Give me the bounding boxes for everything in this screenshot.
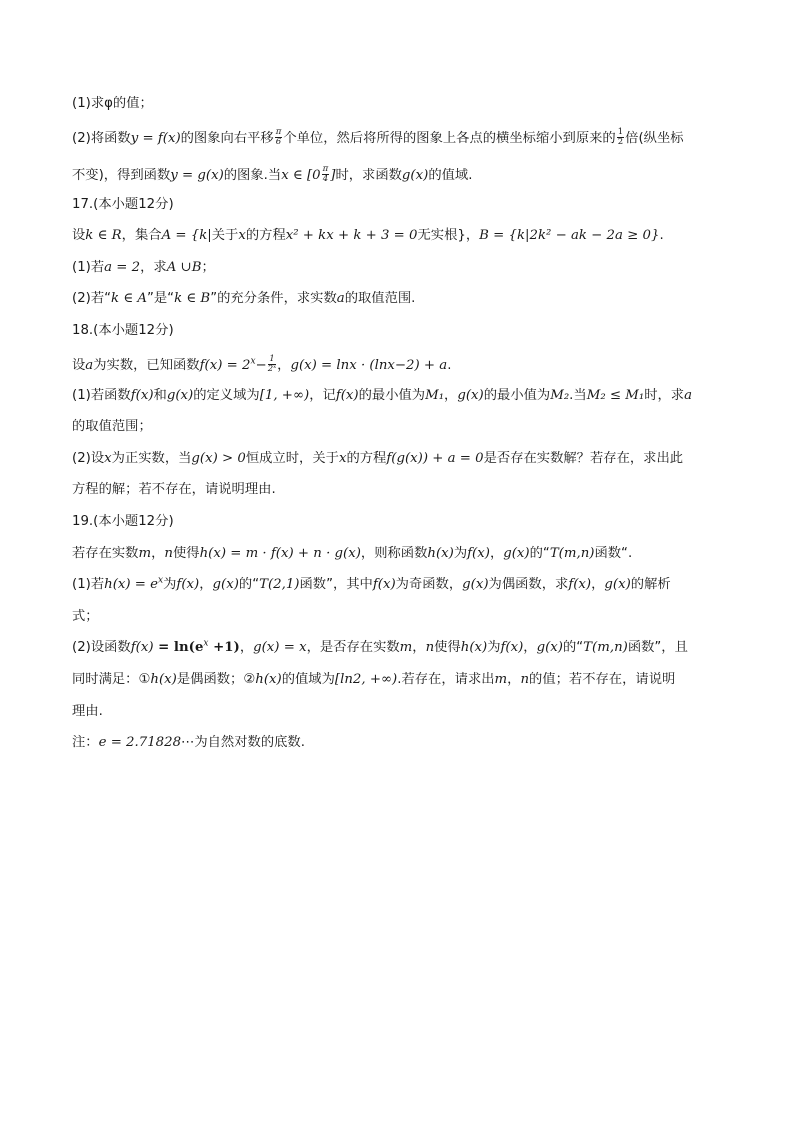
- text: 不变)，得到函数: [72, 167, 171, 183]
- text: 函数”，且: [627, 640, 688, 656]
- text: 注：: [72, 735, 99, 751]
- denominator: 2ˣ: [267, 364, 277, 375]
- math-set-a: A = {k|: [161, 228, 212, 244]
- text: 的方程: [346, 450, 387, 466]
- denominator: 2: [617, 137, 624, 148]
- math: A ∪B: [166, 259, 202, 275]
- text: 若: [90, 577, 105, 593]
- math-interval: x ∈ [0: [281, 167, 321, 183]
- note: [72, 733, 732, 753]
- math-range: [ln2, +∞): [334, 671, 398, 687]
- text: 函数“.: [594, 545, 633, 561]
- text: 的值域.: [428, 167, 473, 183]
- math: g(x): [457, 387, 484, 403]
- math: f(x): [500, 640, 524, 656]
- p19-part2-line2: [72, 670, 732, 690]
- text: 的取值范围；: [72, 419, 152, 435]
- part-label: (1): [72, 259, 91, 275]
- p17-stem: [72, 226, 732, 246]
- math: f(x): [176, 577, 200, 593]
- text: 时，求: [644, 387, 685, 403]
- text: 的图象向右平移: [180, 130, 274, 146]
- math: k ∈ B: [174, 291, 211, 307]
- text: 设函数: [90, 640, 131, 656]
- text: ，: [239, 640, 254, 656]
- text: ，: [523, 640, 537, 656]
- math: m: [399, 640, 413, 656]
- text: 无实根}，: [417, 228, 480, 244]
- math: g(x): [503, 545, 530, 561]
- math: n: [520, 671, 530, 687]
- text: 时，求函数: [335, 167, 402, 183]
- text: 是否存在实数解？若存在，求出此: [483, 450, 684, 466]
- text: 设: [72, 228, 86, 244]
- part-label: (2): [72, 291, 91, 307]
- text: .: [659, 228, 664, 244]
- math-h: h(x) = m · f(x) + n · g(x): [199, 545, 361, 561]
- math: f(x): [335, 387, 359, 403]
- text: 使得: [434, 640, 461, 656]
- text: ，是否存在实数: [306, 640, 400, 656]
- p16-part2-line2: [72, 163, 732, 189]
- text: 的值；若不存在，请说明: [529, 671, 676, 687]
- text: .: [447, 357, 452, 373]
- math-exponent: x: [203, 638, 209, 649]
- p17-part1: [72, 258, 732, 278]
- part-label: (1): [72, 577, 91, 593]
- numerator: 1: [617, 127, 624, 138]
- text: ，记: [309, 387, 336, 403]
- math: T(2,1): [259, 577, 300, 593]
- text: .若存在，请求出: [397, 671, 495, 687]
- text: 将函数: [90, 130, 131, 146]
- math: x: [338, 450, 347, 466]
- math: g(x) > 0: [191, 450, 246, 466]
- math: a: [336, 291, 345, 307]
- numerator: π: [275, 127, 282, 138]
- text: 若: [90, 259, 105, 275]
- p19-part2-line1: [72, 638, 732, 658]
- math: f(x): [130, 640, 154, 656]
- part-label: (1): [72, 387, 91, 403]
- p18-part2-line1: [72, 449, 732, 469]
- math: f(x): [372, 577, 396, 593]
- math-exponent: x: [158, 575, 164, 586]
- text: 的定义域为: [193, 387, 260, 403]
- text: 为偶函数，求: [488, 577, 569, 593]
- text: 为: [487, 640, 501, 656]
- math: g(x) = x: [253, 640, 307, 656]
- p18-part1-line2: [72, 417, 732, 437]
- text: 的图象.当: [223, 167, 282, 183]
- text: ，: [199, 577, 213, 593]
- math-g-def: y = g(x): [170, 167, 224, 183]
- numerator: π: [322, 164, 329, 175]
- text: ；: [201, 259, 215, 275]
- denominator: 6: [275, 137, 282, 148]
- math-bracket: ]: [330, 167, 336, 183]
- p16-part1: [72, 94, 732, 114]
- text: 若存在实数: [72, 545, 139, 561]
- p19-header: 19.(本小题12分): [72, 513, 174, 529]
- text: 方程的解；若不存在，请说明理由.: [72, 482, 276, 498]
- text: ，: [591, 577, 605, 593]
- text: .当: [569, 387, 587, 403]
- math-equation: x² + kx + k + 3 = 0: [285, 228, 418, 244]
- math-exponent: x: [250, 356, 256, 367]
- fraction-1-2: [617, 128, 624, 147]
- math: n: [164, 545, 173, 561]
- text: 函数”，其中: [299, 577, 373, 593]
- math: x: [238, 228, 246, 244]
- fraction-1-over-2x: [268, 355, 276, 374]
- math: g(x): [212, 577, 239, 593]
- math: g(x): [536, 640, 563, 656]
- text: 的取值范围.: [344, 291, 416, 307]
- text: ，: [489, 545, 504, 561]
- math-domain: [1, +∞): [259, 387, 310, 403]
- text: 为: [453, 545, 468, 561]
- text: ⋯为自然对数的底数.: [181, 735, 305, 751]
- math-f-def: y = f(x): [130, 130, 181, 146]
- text: 理由.: [72, 703, 103, 719]
- math: h(x): [255, 671, 282, 687]
- text: 关于: [211, 228, 239, 244]
- text: 的方程: [245, 228, 286, 244]
- p18-stem: [72, 353, 732, 379]
- text: 若函数: [90, 387, 131, 403]
- math: k ∈ A: [111, 291, 147, 307]
- math: h(x): [460, 640, 488, 656]
- text: ，: [151, 545, 165, 561]
- text: 式；: [72, 608, 99, 624]
- p18-part2-line2: [72, 480, 732, 500]
- math: a = 2: [104, 259, 141, 275]
- math: g(x): [166, 387, 194, 403]
- math: M₂: [550, 387, 570, 403]
- math: T(m,n): [549, 545, 595, 561]
- text: 和: [153, 387, 167, 403]
- text: 是偶函数；②: [176, 671, 256, 687]
- math: f(x): [568, 577, 592, 593]
- text: 使得: [172, 545, 200, 561]
- text: 的“: [529, 545, 550, 561]
- p16-part2-line1: [72, 126, 732, 152]
- text: ”是“: [147, 291, 175, 307]
- p19-part2-line3: [72, 702, 732, 722]
- text: 同时满足：①: [72, 671, 151, 687]
- math-set-b: B = {k|2k² − ak − 2a ≥ 0}: [479, 228, 660, 244]
- math: f(x): [467, 545, 490, 561]
- text: 为实数，已知函数: [93, 357, 200, 373]
- text: 为: [163, 577, 177, 593]
- text: 的最小值为: [358, 387, 426, 403]
- p19-part1-line1: [72, 575, 732, 595]
- p19-part1-line2: [72, 607, 732, 627]
- math-ln: = ln(e: [153, 640, 204, 656]
- text: ，: [412, 640, 426, 656]
- math: a: [684, 387, 693, 403]
- math: a: [85, 357, 94, 373]
- math: M₁: [425, 387, 445, 403]
- text: ”的充分条件，求实数: [210, 291, 337, 307]
- math: f(x): [130, 387, 154, 403]
- part-label: (2): [72, 130, 91, 146]
- math: m: [138, 545, 152, 561]
- text: ，: [277, 357, 291, 373]
- math-gx: g(x): [401, 167, 429, 183]
- math: g(x): [604, 577, 631, 593]
- exam-page: [72, 94, 732, 765]
- text: 倍(纵坐标: [625, 130, 684, 146]
- text: 为正实数，当: [111, 450, 192, 466]
- text: ，集合: [121, 228, 162, 244]
- text: 的“: [238, 577, 260, 593]
- p19-stem: [72, 544, 732, 564]
- text: ，: [444, 387, 458, 403]
- p18-part1-line1: [72, 386, 732, 406]
- math: T(m,n): [583, 640, 628, 656]
- denominator: 4: [322, 174, 329, 185]
- math-g: g(x) = lnx · (lnx−2) + a: [290, 357, 448, 373]
- p18-header: 18.(本小题12分): [72, 322, 174, 338]
- math: +1): [208, 640, 240, 656]
- math: h(x) = e: [104, 577, 159, 593]
- text: ，: [507, 671, 521, 687]
- math-e-value: e = 2.71828: [98, 735, 182, 751]
- math: f(g(x)) + a = 0: [386, 450, 484, 466]
- math: h(x): [150, 671, 177, 687]
- p17-part2: [72, 289, 732, 309]
- text: 的“: [562, 640, 584, 656]
- text: 为奇函数，: [395, 577, 463, 593]
- part-label: (2): [72, 640, 91, 656]
- text: ，则称函数: [360, 545, 428, 561]
- math: M₂ ≤ M₁: [586, 387, 645, 403]
- math-f: f(x) = 2: [199, 357, 251, 373]
- text: 个单位，然后将所得的图象上各点的横坐标缩小到原来的: [283, 130, 616, 146]
- part-label: (2): [72, 450, 91, 466]
- part-label: (1): [72, 96, 91, 111]
- text: 设: [90, 450, 105, 466]
- text: 的最小值为: [483, 387, 551, 403]
- text: 的解析: [630, 577, 671, 593]
- math: n: [425, 640, 435, 656]
- math: m: [494, 671, 508, 687]
- numerator: 1: [269, 354, 275, 365]
- math: h(x): [427, 545, 454, 561]
- fraction-pi-6: [275, 128, 283, 147]
- p17-header: 17.(本小题12分): [72, 196, 174, 212]
- fraction-pi-4: [322, 165, 330, 184]
- text: 设: [72, 357, 86, 373]
- math: x: [104, 450, 112, 466]
- math: g(x): [462, 577, 489, 593]
- p16-part1-text: 求φ的值；: [90, 96, 153, 111]
- text: ，求: [140, 259, 167, 275]
- text: 的值域为: [281, 671, 335, 687]
- text: 恒成立时，关于: [245, 450, 339, 466]
- math: k ∈ R: [85, 228, 122, 244]
- math-minus: −: [255, 357, 267, 373]
- text: 若“: [90, 291, 112, 307]
